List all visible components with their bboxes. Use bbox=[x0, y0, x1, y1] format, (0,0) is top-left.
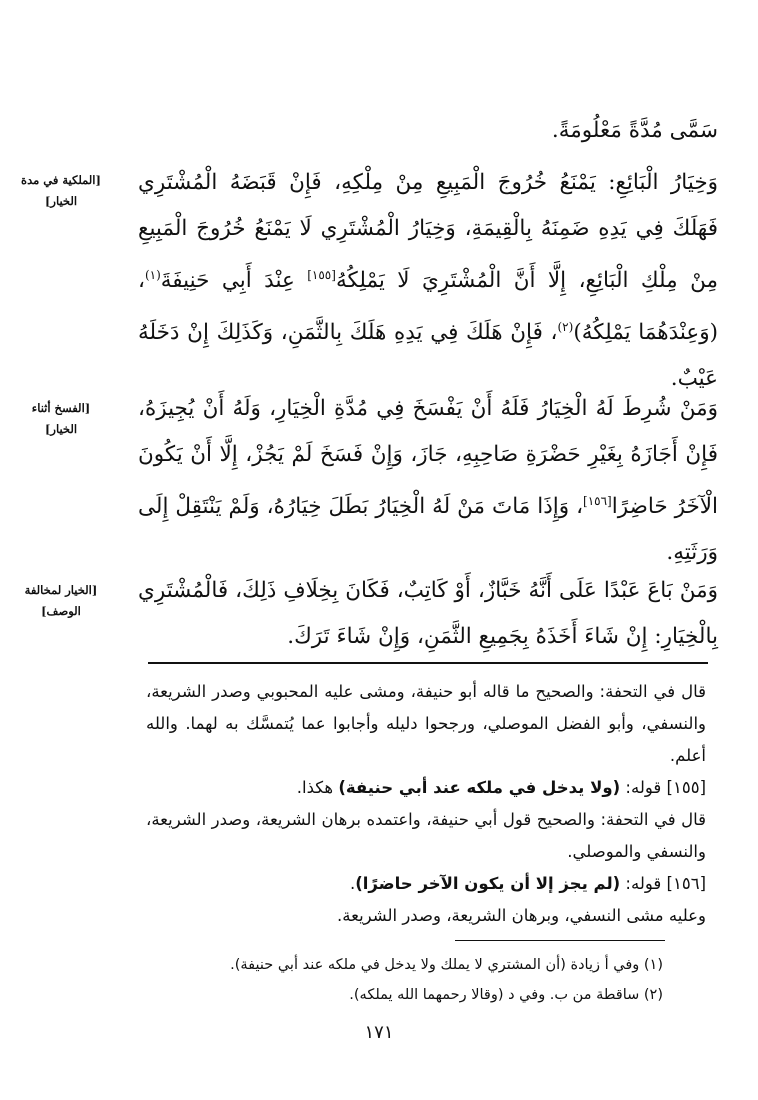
footnote-1: (١) وفي أ زيادة (أن المشتري لا يملك ولا يدخل في ملكه عند أبي حنيفة). bbox=[230, 957, 663, 973]
footnote-ref-1: (١) bbox=[144, 268, 161, 282]
footnote-ref-2: (٢) bbox=[557, 320, 574, 335]
commentary-4-quote: (لم يجز إلا أن يكون الآخر حاضرًا) bbox=[355, 874, 621, 893]
commentary-5: وعليه مشى النسفي، وبرهان الشريعة، وصدر الشريعة. bbox=[337, 906, 706, 925]
paragraph-2 bbox=[138, 386, 718, 576]
side-note-cancellation: [الفسخ أثناء الخيار] bbox=[31, 401, 91, 436]
footnotes bbox=[103, 950, 663, 1010]
p1-text-b: عِنْدَ أَبِي حَنِيفَةَ bbox=[160, 268, 308, 294]
paragraph-3: وَمَنْ بَاعَ عَبْدًا عَلَى أَنَّهُ خَبَّازٌ، أَوْ كَاتِبٌ، فَكَانَ بِخِلَافِ ذَلِكَ، فَالْمُشْتَرِي بِالْخِيَارِ: إِنْ شَاءَ أَخَذَهُ بِجَمِيعِ الثَّمَنِ، وَإِنْ شَاءَ تَرَكَ. bbox=[138, 578, 718, 649]
side-note-description: [الخيار لمخالفة الوصف] bbox=[24, 583, 98, 618]
commentary-4-label: قوله: bbox=[620, 874, 662, 893]
commentary-2-number: [١٥٥] bbox=[666, 778, 706, 797]
main-paragraph-1 bbox=[138, 160, 718, 402]
commentary-2-tail: هكذا. bbox=[296, 778, 339, 797]
side-note-ownership: [الملكية في مدة الخيار] bbox=[21, 173, 101, 208]
page-number: ١٧١ bbox=[364, 1022, 394, 1043]
ref-155: [١٥٥] bbox=[307, 268, 336, 282]
commentary-4-number: [١٥٦] bbox=[666, 874, 706, 893]
main-paragraph-3 bbox=[138, 568, 718, 660]
commentary-2-label: قوله: bbox=[620, 778, 662, 797]
commentary bbox=[146, 676, 706, 932]
commentary-3: قال في التحفة: والصحيح قول أبي حنيفة، واعتمده برهان الشريعة، وصدر الشريعة، والنسفي والموصلي. bbox=[146, 810, 706, 861]
commentary-1: قال في التحفة: والصحيح ما قاله أبو حنيفة، ومشى عليه المحبوبي وصدر الشريعة، والنسفي، وأبو الفضل الموصلي، ورجحوا دليله وأجابوا عما يُتمسَّك به لهما. والله أعلم. bbox=[146, 682, 706, 765]
intro-line: سَمَّى مُدَّةً مَعْلُومَةً. bbox=[551, 118, 718, 143]
p1-text-c: ، (وَعِنْدَهُمَا يَمْلِكُهُ) bbox=[138, 268, 718, 346]
separator-rule bbox=[148, 662, 708, 664]
p1-text-d: ، فَإِنْ هَلَكَ فِي يَدِهِ هَلَكَ بِالثَّمَنِ، وَكَذَلِكَ إِنْ دَخَلَهُ عَيْبٌ. bbox=[138, 320, 718, 392]
main-text-intro bbox=[138, 108, 718, 154]
commentary-4-tail: . bbox=[349, 874, 356, 893]
p2-text: وَمَنْ شُرِطَ لَهُ الْخِيَارُ فَلَهُ أَنْ يَفْسَخَ فِي مُدَّةِ الْخِيَارِ، وَلَهُ أَنْ يُجِيزَهُ، فَإِنْ أَجَازَهُ بِغَيْرِ حَضْرَةِ صَاحِبِهِ، جَازَ، وَإِنْ فَسَخَ لَمْ يَجُزْ، إِلَّا أَنْ يَكُونَ الْآخَرُ حَاضِرًا bbox=[138, 396, 719, 520]
paragraph-1 bbox=[138, 160, 718, 402]
p2-text-b: ، وَإِذَا مَاتَ مَنْ لَهُ الْخِيَارُ بَطَلَ خِيَارُهُ، وَلَمْ يَنْتَقِلْ إِلَى وَرَثَتِهِ. bbox=[138, 494, 718, 566]
ref-156: [١٥٦] bbox=[583, 494, 612, 508]
footnote-rule bbox=[455, 940, 665, 941]
footnote-2: (٢) ساقطة من ب. وفي د (وقالا رحمهما الله يملكه). bbox=[349, 987, 663, 1003]
commentary-4 bbox=[146, 868, 706, 900]
p1-text: وَخِيَارُ الْبَائِعِ: يَمْنَعُ خُرُوجَ الْمَبِيعِ مِنْ مِلْكِهِ، فَإِنْ قَبَضَهُ الْمُشْتَرِي فَهَلَكَ فِي يَدِهِ ضَمِنَهُ بِالْقِيمَةِ، وَخِيَارُ الْمُشْتَرِي لَا يَمْنَعُ خُرُوجَ الْمَبِيعِ مِنْ مِلْكِ الْبَائِعِ، إِلَّا أَنَّ الْمُشْتَرِيَ لَا يَمْلِكُهُ bbox=[138, 170, 719, 294]
commentary-2 bbox=[146, 772, 706, 804]
commentary-2-quote: (ولا يدخل في ملكه عند أبي حنيفة) bbox=[338, 778, 621, 797]
main-paragraph-2 bbox=[138, 386, 718, 576]
